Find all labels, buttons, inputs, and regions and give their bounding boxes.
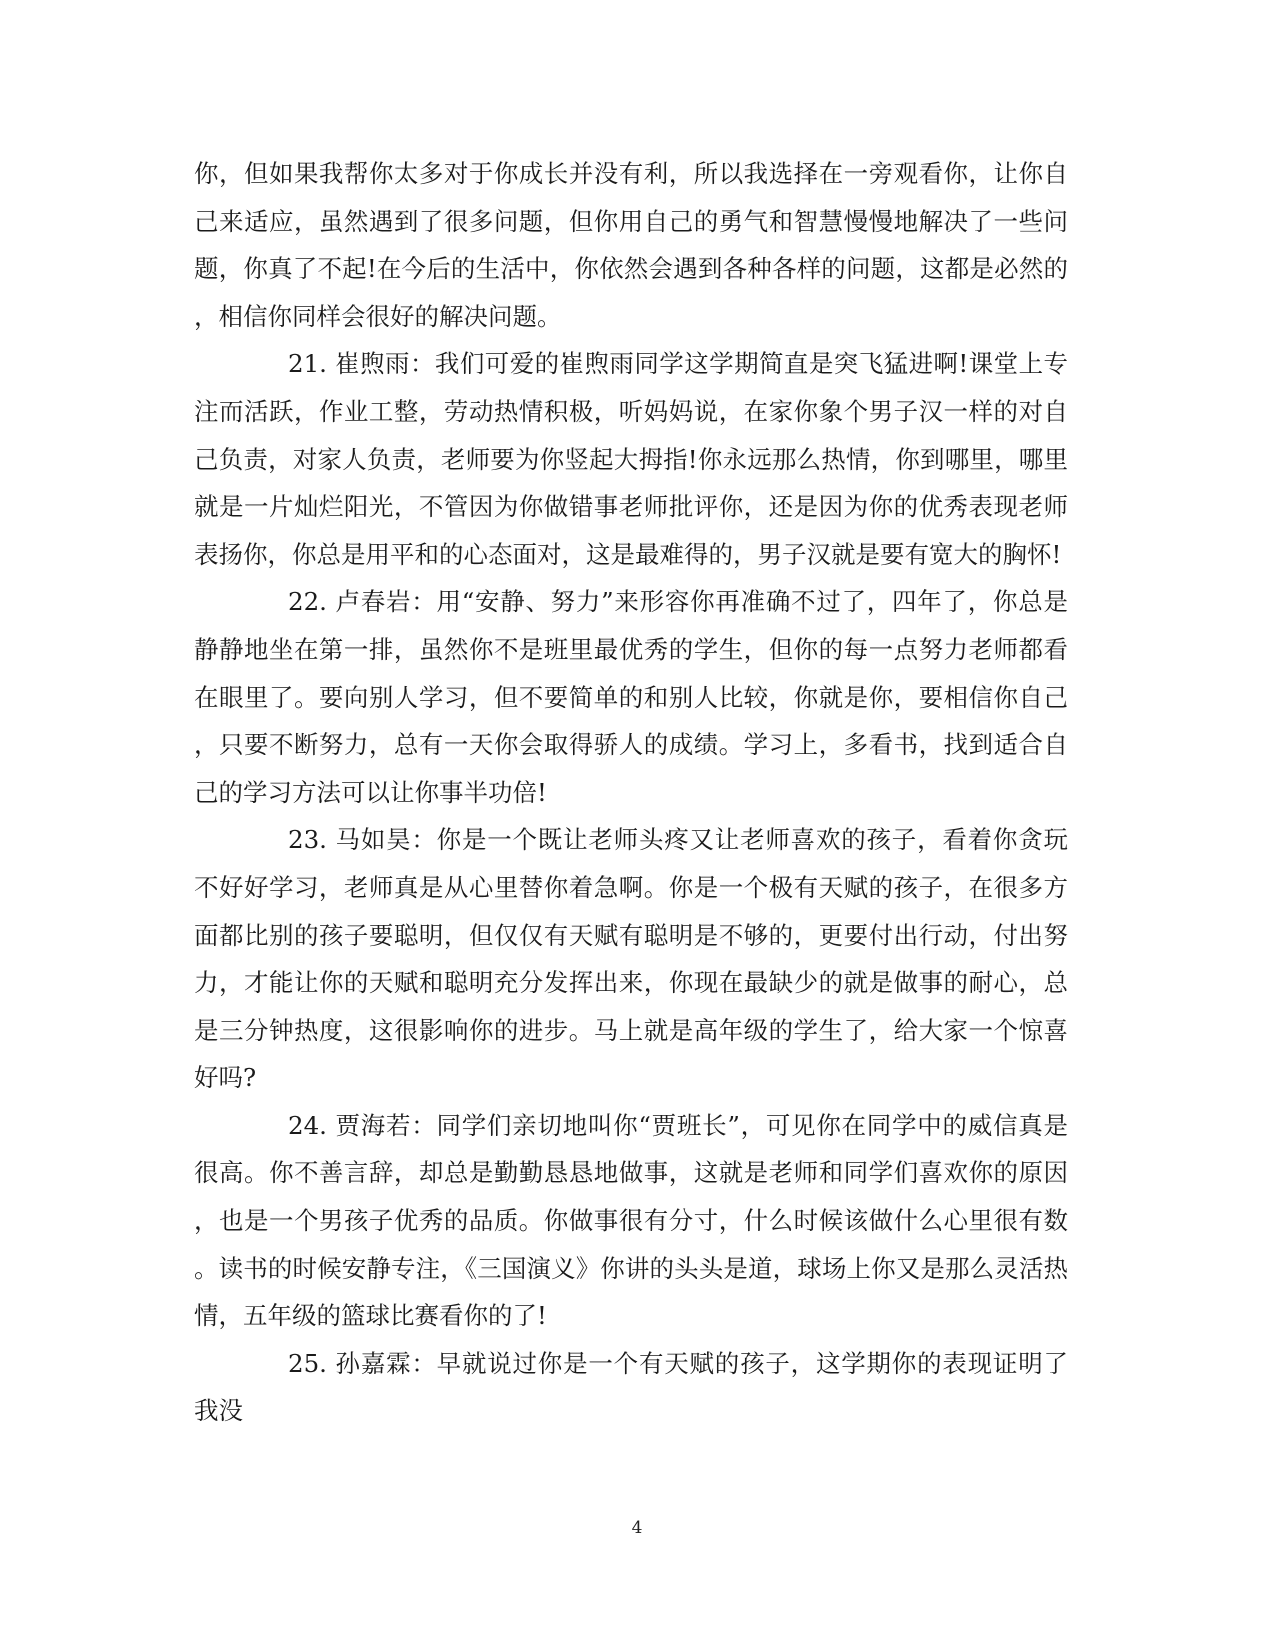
paragraph-item-21: 21. 崔煦雨：我们可爱的崔煦雨同学这学期简直是突飞猛进啊!课堂上专注而活跃，作业工整，劳动热情积极，听妈妈说，在家你象个男子汉一样的对自己负责，对家人负责，老师要为你竖起大拇指!你永远那么热情，你到哪里，哪里就是一片灿烂阳光，不管因为你做错事老师批评你，还是因为你的优秀表现老师表扬你，你总是用平和的心态面对，这是最难得的，男子汉就是要有宽大的胸怀!: [194, 349, 1068, 569]
page-number: 4: [631, 1518, 643, 1538]
paragraph-item-23: 23. 马如昊：你是一个既让老师头疼又让老师喜欢的孩子，看着你贪玩不好好学习，老师真是从心里替你着急啊。你是一个极有天赋的孩子，在很多方面都比别的孩子要聪明，但仅仅有天赋有聪明是不够的，更要付出行动，付出努力，才能让你的天赋和聪明充分发挥出来，你现在最缺少的就是做事的耐心，总是三分钟热度，这很影响你的进步。马上就是高年级的学生了，给大家一个惊喜好吗?: [194, 825, 1068, 1093]
paragraph-continuation: 你，但如果我帮你太多对于你成长并没有利，所以我选择在一旁观看你，让你自己来适应，虽然遇到了很多问题，但你用自己的勇气和智慧慢慢地解决了一些问题，你真了不起!在今后的生活中，你依然会遇到各种各样的问题，这都是必然的，相信你同样会很好的解决问题。: [194, 159, 1068, 331]
paragraph-item-22: 22. 卢春岩：用“安静、努力”来形容你再准确不过了，四年了，你总是静静地坐在第一排，虽然你不是班里最优秀的学生，但你的每一点努力老师都看在眼里了。要向别人学习，但不要简单的和别人比较，你就是你，要相信你自己，只要不断努力，总有一天你会取得骄人的成绩。学习上，多看书，找到适合自己的学习方法可以让你事半功倍!: [194, 587, 1068, 807]
document-body: [194, 150, 1068, 1435]
paragraph-item-25: 25. 孙嘉霖：早就说过你是一个有天赋的孩子，这学期你的表现证明了我没: [194, 1348, 1068, 1426]
paragraph-item-24: 24. 贾海若：同学们亲切地叫你“贾班长”，可见你在同学中的威信真是很高。你不善言辞，却总是勤勤恳恳地做事，这就是老师和同学们喜欢你的原因，也是一个男孩子优秀的品质。你做事很有分寸，什么时候该做什么心里很有数。读书的时候安静专注，《三国演义》你讲的头头是道，球场上你又是那么灵活热情，五年级的篮球比赛看你的了!: [194, 1110, 1068, 1331]
